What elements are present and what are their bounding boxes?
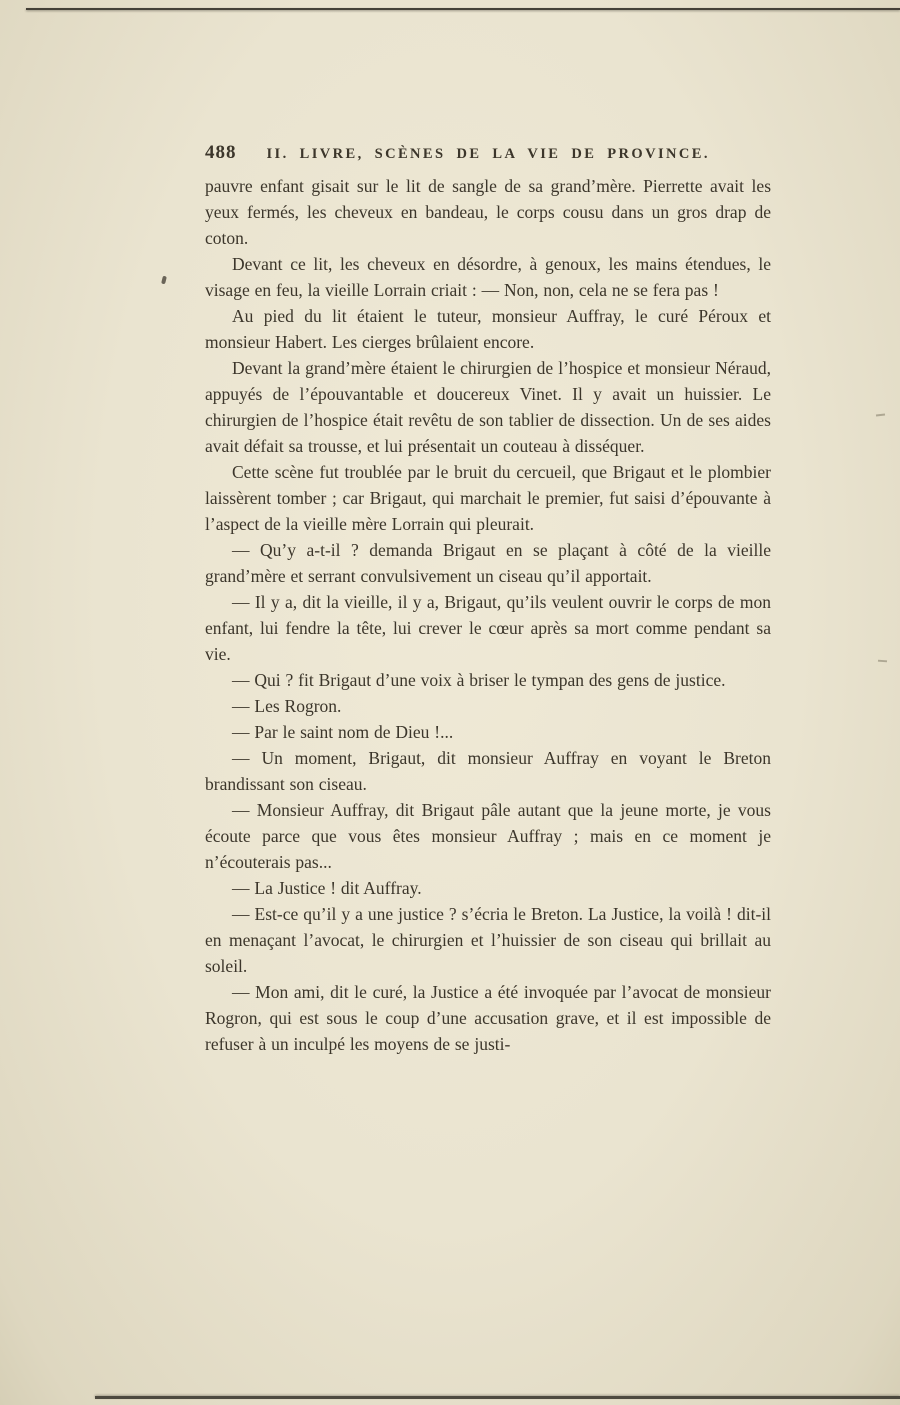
paragraph: — Un moment, Brigaut, dit monsieur Auffray en voyant le Breton brandissant son ciseau. (205, 748, 771, 794)
page-text (205, 173, 771, 1057)
paragraph: — Qu’y a-t-il ? demanda Brigaut en se plaçant à côté de la vieille grand’mère et serrant convulsivement un ciseau qu’il apportait. (205, 540, 771, 586)
paragraph: pauvre enfant gisait sur le lit de sangle de sa grand’mère. Pierrette avait les yeux fermés, les cheveux en bandeau, le corps cousu dans un gros drap de coton. (205, 176, 771, 248)
paragraph: — Mon ami, dit le curé, la Justice a été invoquée par l’avocat de monsieur Rogron, qui est sous le coup d’une accusation grave, et il est impossible de refuser à un inculpé les moyens de se justi- (205, 982, 771, 1054)
margin-bleed-mark (876, 414, 885, 417)
page-number: 488 (205, 142, 237, 163)
scan-edge-bottom (95, 1396, 900, 1399)
margin-bleed-mark (878, 660, 887, 663)
paragraph: Devant la grand’mère étaient le chirurgien de l’hospice et monsieur Néraud, appuyés de l’épouvantable et doucereux Vinet. Il y avait un huissier. Le chirurgien de l’hospice était revêtu de son tablier de dissection. Un de ses aides avait défait sa trousse, et lui présentait un couteau à disséquer. (205, 358, 771, 456)
scan-edge-top (26, 8, 900, 10)
ink-speck (161, 276, 167, 285)
paragraph: — Les Rogron. (232, 696, 342, 716)
paragraph: Cette scène fut troublée par le bruit du cercueil, que Brigaut et le plombier laissèrent tomber ; car Brigaut, qui marchait le premier, fut saisi d’épouvante à l’aspect de la vieille mère Lorrain qui pleurait. (205, 462, 771, 534)
running-title: II. LIVRE, SCÈNES DE LA VIE DE PROVINCE. (266, 146, 710, 162)
paragraph: — Par le saint nom de Dieu !... (232, 722, 454, 742)
paragraph: Au pied du lit étaient le tuteur, monsieur Auffray, le curé Péroux et monsieur Habert. Les cierges brûlaient encore. (205, 306, 771, 352)
page-header (205, 142, 771, 164)
paragraph: — Monsieur Auffray, dit Brigaut pâle autant que la jeune morte, je vous écoute parce que vous êtes monsieur Auffray ; mais en ce moment je n’écouterais pas... (205, 800, 771, 872)
paragraph: Devant ce lit, les cheveux en désordre, à genoux, les mains étendues, le visage en feu, la vieille Lorrain criait : — Non, non, cela ne se fera pas ! (205, 254, 771, 300)
paragraph: — Il y a, dit la vieille, il y a, Brigaut, qu’ils veulent ouvrir le corps de mon enfant, lui fendre la tête, lui crever le cœur après sa mort comme pendant sa vie. (205, 592, 771, 664)
paragraph: — Est-ce qu’il y a une justice ? s’écria le Breton. La Justice, la voilà ! dit-il en menaçant l’avocat, le chirurgien et l’huissier de son ciseau qui brillait au soleil. (205, 904, 771, 976)
paragraph: — Qui ? fit Brigaut d’une voix à briser le tympan des gens de justice. (232, 670, 726, 690)
text-block (205, 142, 771, 1057)
paragraph: — La Justice ! dit Auffray. (232, 878, 422, 898)
